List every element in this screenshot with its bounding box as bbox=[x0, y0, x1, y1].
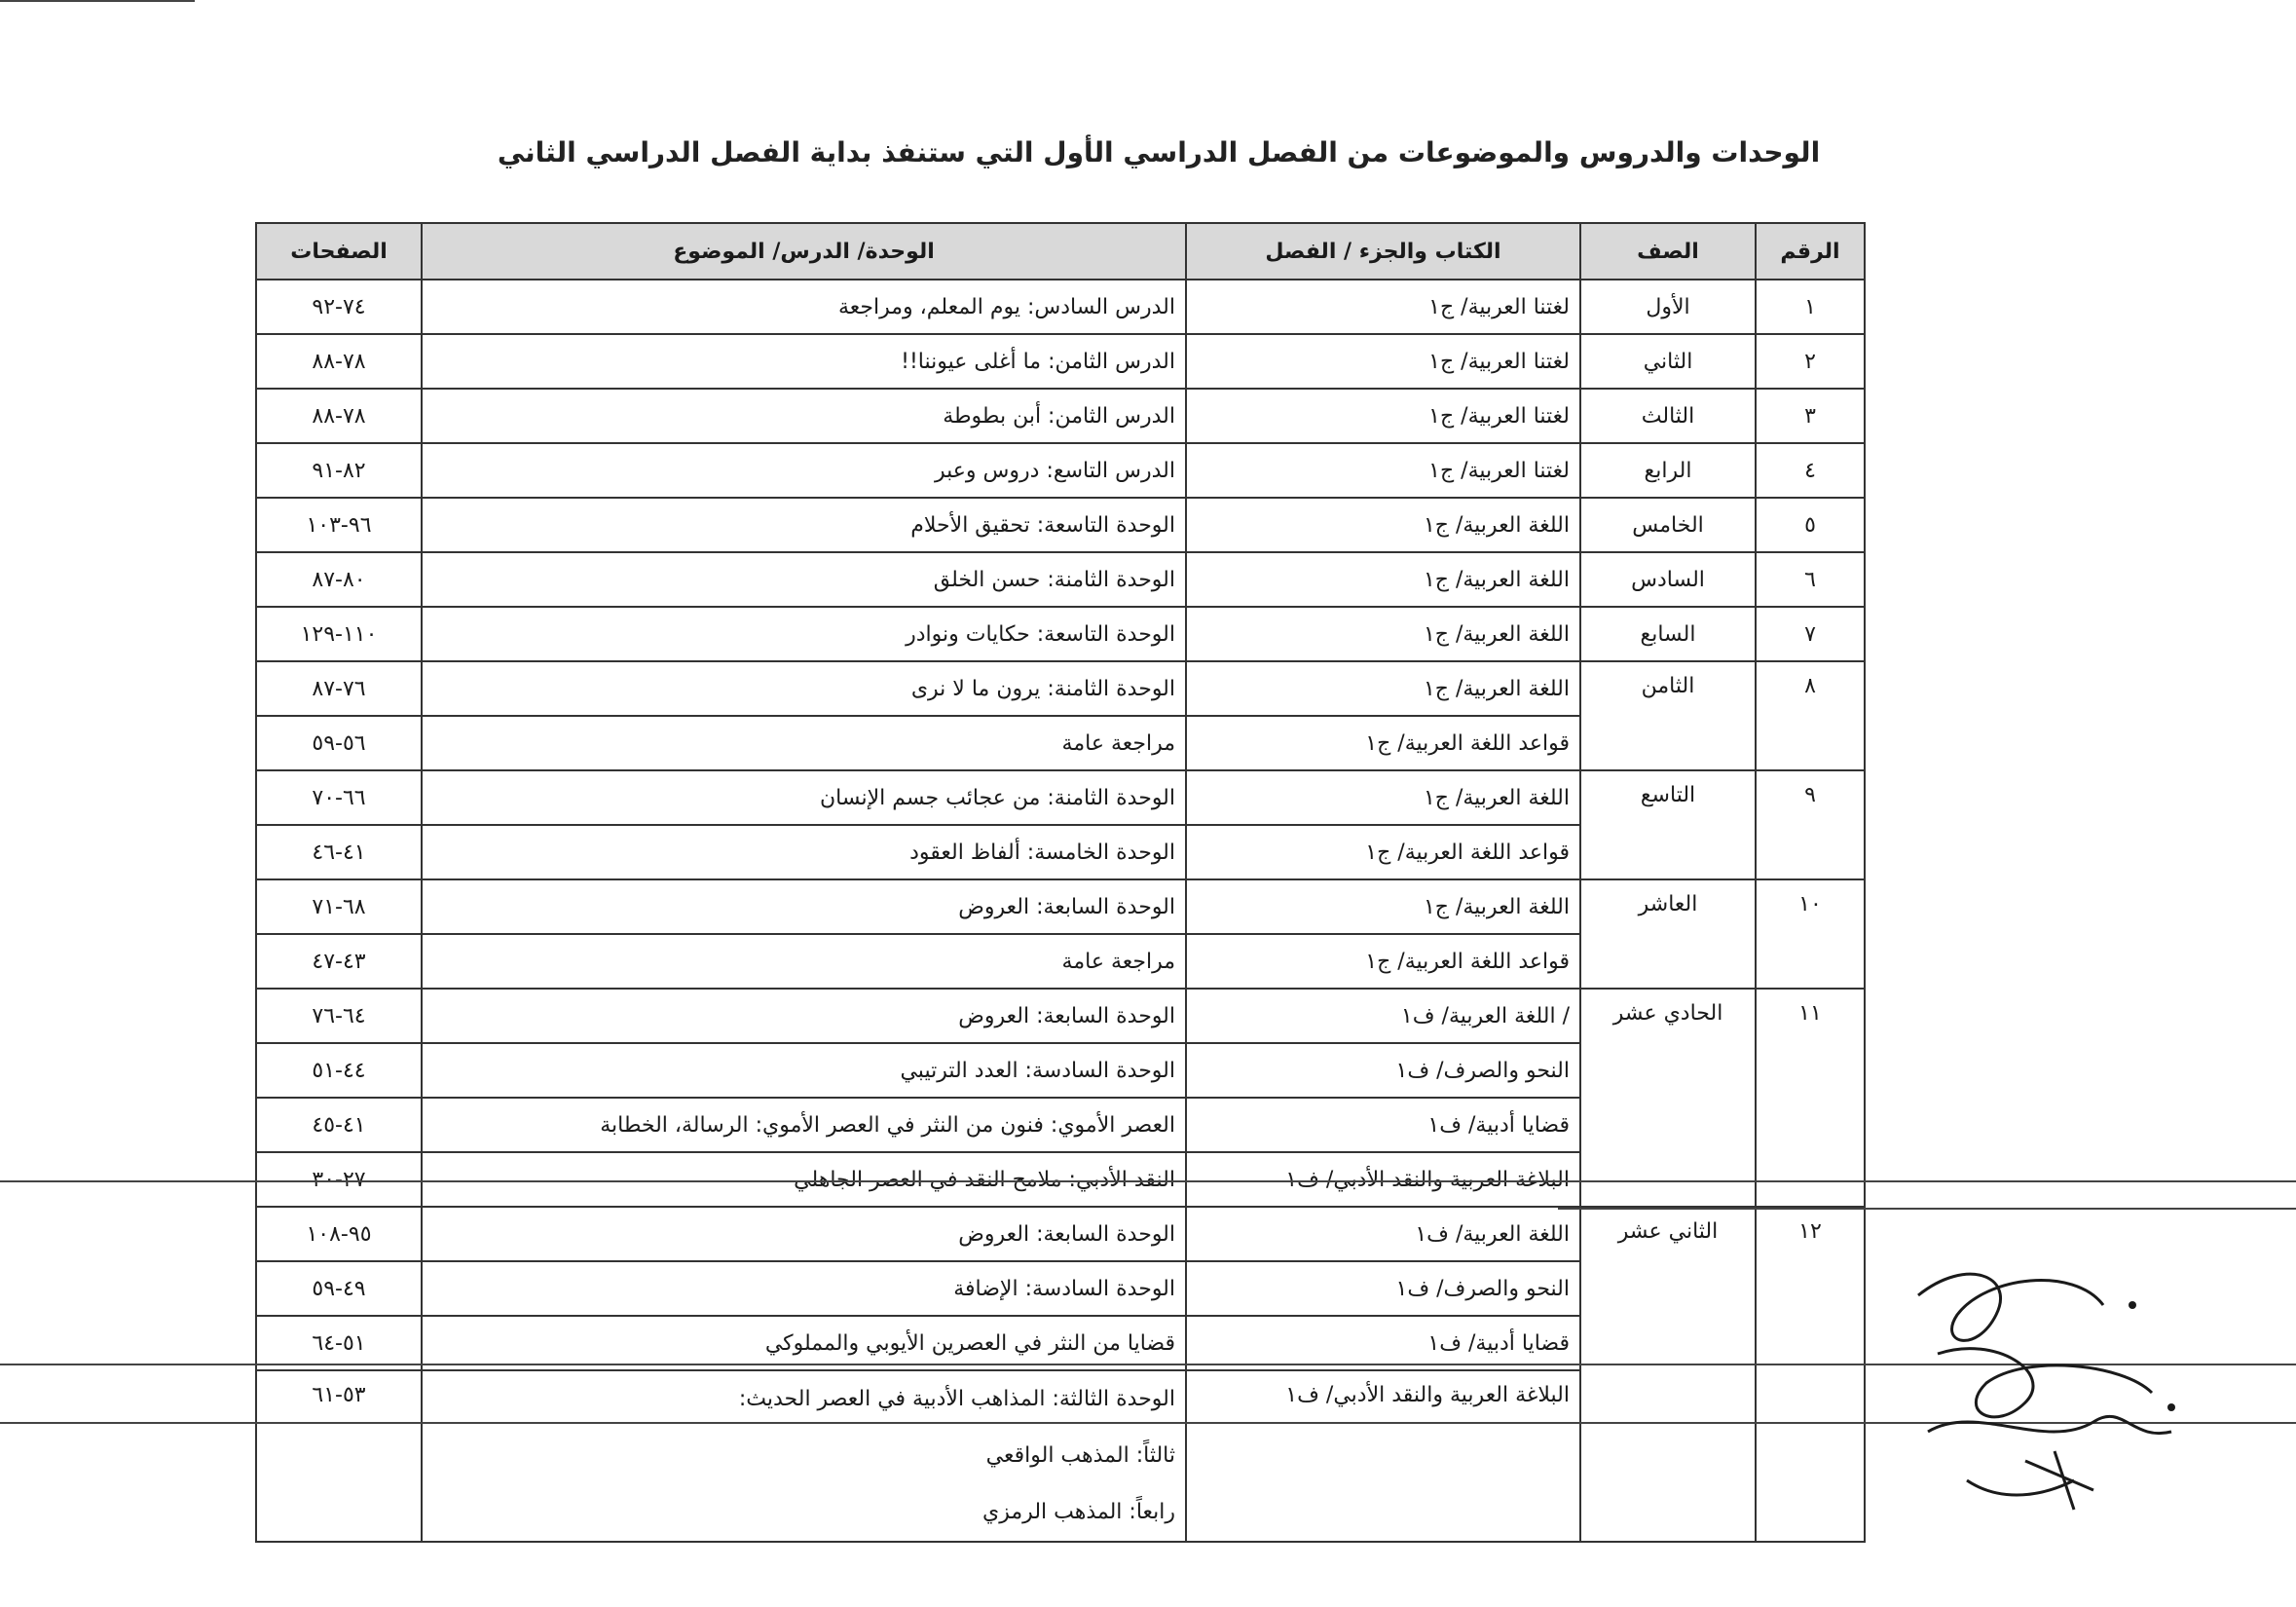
cell-book: / اللغة العربية/ ف١ bbox=[1186, 989, 1580, 1043]
cell-grade: الثاني bbox=[1580, 334, 1756, 389]
cell-num: ١٢ bbox=[1756, 1207, 1865, 1542]
cell-book: قضايا أدبية/ ف١ bbox=[1186, 1098, 1580, 1152]
table-row bbox=[256, 443, 1865, 498]
cell-topic: الوحدة التاسعة: حكايات ونوادر bbox=[422, 607, 1186, 661]
cell-num: ٧ bbox=[1756, 607, 1865, 661]
topic-line: ثالثاً: المذهب الواقعي bbox=[985, 1443, 1175, 1468]
cell-pages: ٩٥-١٠٨ bbox=[256, 1207, 422, 1261]
cell-pages: ٤١-٤٦ bbox=[256, 825, 422, 879]
cell-topic: الدرس التاسع: دروس وعبر bbox=[422, 443, 1186, 498]
cell-pages: ٥١-٦٤ bbox=[256, 1316, 422, 1370]
cell-topic: الدرس الثامن: أبن بطوطة bbox=[422, 389, 1186, 443]
table-row bbox=[256, 879, 1865, 934]
document-title: الوحدات والدروس والموضوعات من الفصل الدراسي الأول التي ستنفذ بداية الفصل الدراسي الثاني bbox=[497, 136, 1821, 168]
cell-pages: ٨٢-٩١ bbox=[256, 443, 422, 498]
cell-num: ٣ bbox=[1756, 389, 1865, 443]
cell-topic: الوحدة السابعة: العروض bbox=[422, 1207, 1186, 1261]
cell-book: البلاغة العربية والنقد الأدبي/ ف١ bbox=[1186, 1152, 1580, 1207]
table-row bbox=[256, 661, 1865, 716]
cell-topic bbox=[422, 1370, 1186, 1542]
header-topic: الوحدة/ الدرس/ الموضوع bbox=[422, 223, 1186, 280]
cell-pages: ٥٦-٥٩ bbox=[256, 716, 422, 770]
cell-book: لغتنا العربية/ ج١ bbox=[1186, 443, 1580, 498]
cell-num: ١ bbox=[1756, 280, 1865, 334]
cell-book: اللغة العربية/ ج١ bbox=[1186, 552, 1580, 607]
cell-grade: الأول bbox=[1580, 280, 1756, 334]
cell-topic: الوحدة التاسعة: تحقيق الأحلام bbox=[422, 498, 1186, 552]
cell-num: ٤ bbox=[1756, 443, 1865, 498]
topic-line: رابعاً: المذهب الرمزي bbox=[982, 1500, 1175, 1524]
cell-book: لغتنا العربية/ ج١ bbox=[1186, 334, 1580, 389]
handwritten-signature bbox=[1879, 1237, 2201, 1529]
cell-topic: الدرس السادس: يوم المعلم، ومراجعة bbox=[422, 280, 1186, 334]
cell-grade: السابع bbox=[1580, 607, 1756, 661]
cell-num: ٥ bbox=[1756, 498, 1865, 552]
cell-topic: الوحدة السابعة: العروض bbox=[422, 879, 1186, 934]
scan-line bbox=[0, 0, 195, 2]
header-num: الرقم bbox=[1756, 223, 1865, 280]
cell-topic: العصر الأموي: فنون من النثر في العصر الأموي: الرسالة، الخطابة bbox=[422, 1098, 1186, 1152]
cell-book: لغتنا العربية/ ج١ bbox=[1186, 389, 1580, 443]
cell-grade: الحادي عشر bbox=[1580, 989, 1756, 1207]
cell-book: قواعد اللغة العربية/ ج١ bbox=[1186, 716, 1580, 770]
cell-num: ٢ bbox=[1756, 334, 1865, 389]
cell-book: النحو والصرف/ ف١ bbox=[1186, 1261, 1580, 1316]
table-row bbox=[256, 607, 1865, 661]
cell-pages: ٢٧-٣٠ bbox=[256, 1152, 422, 1207]
units-table bbox=[255, 222, 1866, 1543]
cell-topic: قضايا من النثر في العصرين الأيوبي والمملوكي bbox=[422, 1316, 1186, 1370]
cell-topic: الدرس الثامن: ما أغلى عيوننا!! bbox=[422, 334, 1186, 389]
cell-pages: ٤١-٤٥ bbox=[256, 1098, 422, 1152]
cell-topic: الوحدة الخامسة: ألفاظ العقود bbox=[422, 825, 1186, 879]
cell-grade: السادس bbox=[1580, 552, 1756, 607]
cell-topic: الوحدة الثامنة: يرون ما لا نرى bbox=[422, 661, 1186, 716]
cell-book: البلاغة العربية والنقد الأدبي/ ف١ bbox=[1186, 1370, 1580, 1542]
table-row bbox=[256, 770, 1865, 825]
table-row bbox=[256, 389, 1865, 443]
cell-pages: ٧٦-٨٧ bbox=[256, 661, 422, 716]
cell-topic: الوحدة السادسة: الإضافة bbox=[422, 1261, 1186, 1316]
cell-grade: الثالث bbox=[1580, 389, 1756, 443]
cell-topic: الوحدة السادسة: العدد الترتيبي bbox=[422, 1043, 1186, 1098]
cell-book: اللغة العربية/ ج١ bbox=[1186, 770, 1580, 825]
cell-topic: مراجعة عامة bbox=[422, 716, 1186, 770]
topic-line: الوحدة الثالثة: المذاهب الأدبية في العصر الحديث: bbox=[738, 1387, 1175, 1411]
cell-pages: ٤٤-٥١ bbox=[256, 1043, 422, 1098]
cell-book: قواعد اللغة العربية/ ج١ bbox=[1186, 934, 1580, 989]
cell-book: اللغة العربية/ ج١ bbox=[1186, 879, 1580, 934]
cell-topic: الوحدة الثامنة: من عجائب جسم الإنسان bbox=[422, 770, 1186, 825]
table-row bbox=[256, 280, 1865, 334]
cell-book: اللغة العربية/ ف١ bbox=[1186, 1207, 1580, 1261]
table-row bbox=[256, 1207, 1865, 1261]
cell-num: ٦ bbox=[1756, 552, 1865, 607]
cell-pages: ٤٩-٥٩ bbox=[256, 1261, 422, 1316]
cell-num: ١١ bbox=[1756, 989, 1865, 1207]
table-body bbox=[256, 280, 1865, 1542]
header-grade: الصف bbox=[1580, 223, 1756, 280]
table-header-row bbox=[256, 223, 1865, 280]
cell-book: النحو والصرف/ ف١ bbox=[1186, 1043, 1580, 1098]
cell-grade: الثاني عشر bbox=[1580, 1207, 1756, 1542]
cell-pages: ٧٨-٨٨ bbox=[256, 334, 422, 389]
cell-num: ٨ bbox=[1756, 661, 1865, 770]
cell-grade: التاسع bbox=[1580, 770, 1756, 879]
cell-topic: النقد الأدبي: ملامح النقد في العصر الجاهلي bbox=[422, 1152, 1186, 1207]
cell-grade: العاشر bbox=[1580, 879, 1756, 989]
cell-topic: الوحدة الثامنة: حسن الخلق bbox=[422, 552, 1186, 607]
cell-pages: ١١٠-١٢٩ bbox=[256, 607, 422, 661]
cell-book: قضايا أدبية/ ف١ bbox=[1186, 1316, 1580, 1370]
cell-pages: ٧٨-٨٨ bbox=[256, 389, 422, 443]
cell-pages: ٤٣-٤٧ bbox=[256, 934, 422, 989]
cell-grade: الرابع bbox=[1580, 443, 1756, 498]
scan-line bbox=[0, 1180, 2296, 1182]
cell-grade: الخامس bbox=[1580, 498, 1756, 552]
cell-topic: الوحدة السابعة: العروض bbox=[422, 989, 1186, 1043]
cell-book: لغتنا العربية/ ج١ bbox=[1186, 280, 1580, 334]
cell-pages: ٦٦-٧٠ bbox=[256, 770, 422, 825]
cell-book: اللغة العربية/ ج١ bbox=[1186, 498, 1580, 552]
cell-pages: ٦٨-٧١ bbox=[256, 879, 422, 934]
cell-grade: الثامن bbox=[1580, 661, 1756, 770]
cell-pages: ٩٦-١٠٣ bbox=[256, 498, 422, 552]
scan-line bbox=[1558, 1208, 2296, 1210]
table-row bbox=[256, 989, 1865, 1043]
cell-book: اللغة العربية/ ج١ bbox=[1186, 661, 1580, 716]
cell-pages: ٧٤-٩٢ bbox=[256, 280, 422, 334]
cell-pages: ٨٠-٨٧ bbox=[256, 552, 422, 607]
table-row bbox=[256, 334, 1865, 389]
cell-book: اللغة العربية/ ج١ bbox=[1186, 607, 1580, 661]
cell-book: قواعد اللغة العربية/ ج١ bbox=[1186, 825, 1580, 879]
cell-topic: مراجعة عامة bbox=[422, 934, 1186, 989]
cell-num: ٩ bbox=[1756, 770, 1865, 879]
table-row bbox=[256, 498, 1865, 552]
cell-num: ١٠ bbox=[1756, 879, 1865, 989]
table-row bbox=[256, 552, 1865, 607]
cell-pages: ٦٤-٧٦ bbox=[256, 989, 422, 1043]
header-book: الكتاب والجزء / الفصل bbox=[1186, 223, 1580, 280]
cell-pages: ٥٣-٦١ bbox=[256, 1370, 422, 1542]
header-pages: الصفحات bbox=[256, 223, 422, 280]
